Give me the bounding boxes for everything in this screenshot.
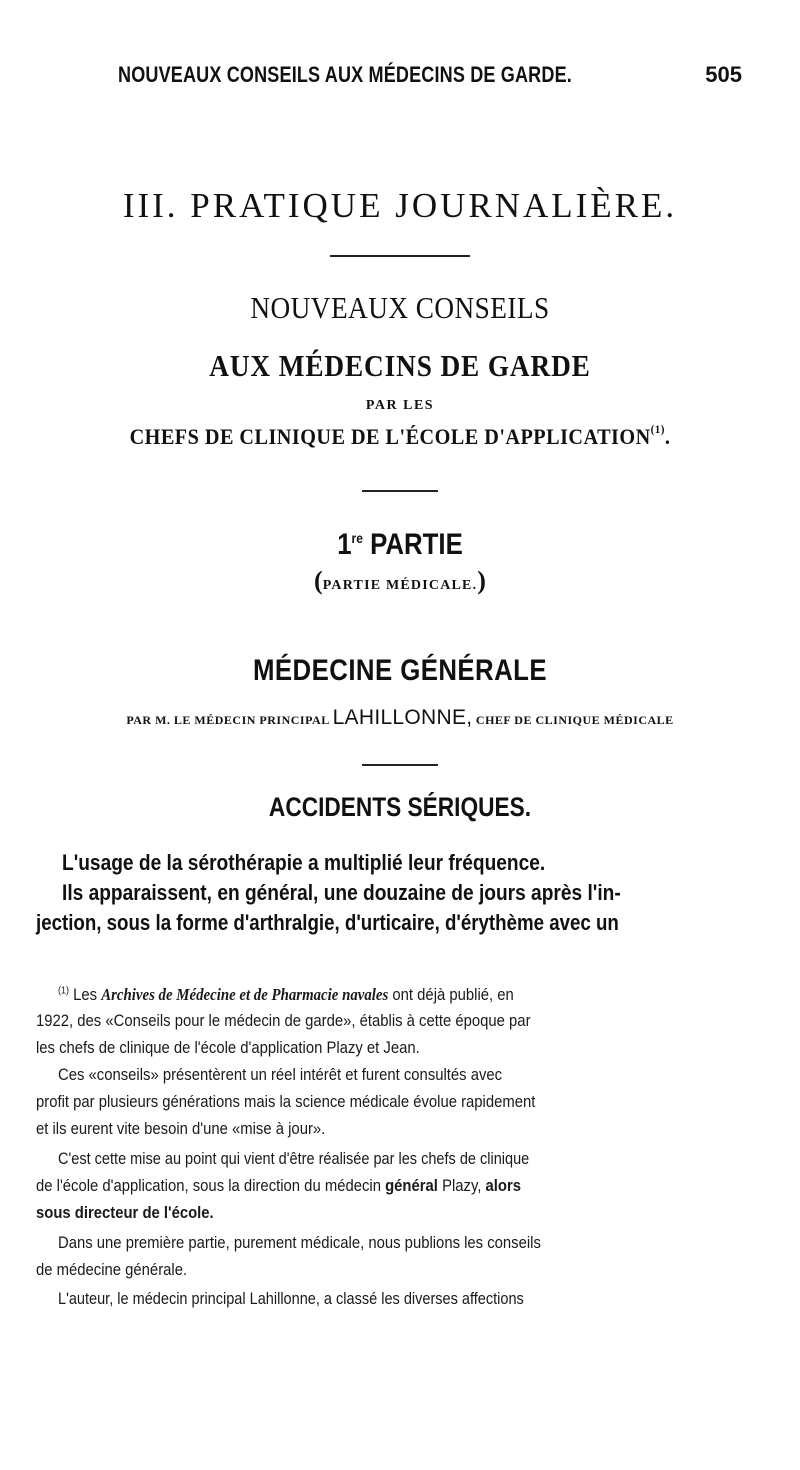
section-title: III. PRATIQUE JOURNALIÈRE. [122,186,678,225]
body-line: jection, sous la forme d'arthralgie, d'urticaire, d'érythème avec un [36,910,619,935]
footnote-line [36,1177,521,1196]
running-title: NOUVEAUX CONSEILS AUX MÉDECINS DE GARDE. [118,62,572,87]
footnote-ref: (1) [650,422,665,436]
part-ordinal: re [351,530,363,546]
footnote-text: alors [485,1177,522,1195]
footnote-line [36,1204,214,1223]
footnote-line: Dans une première partie, purement médicale, nous publions les conseils [58,1234,541,1252]
part-subtitle: (PARTIE MÉDICALE.) [314,566,486,595]
running-header [118,62,635,88]
footnote-text: sous directeur de l'école. [36,1204,214,1222]
article-title-line1: NOUVEAUX CONSEILS [250,290,550,325]
subsection-title: ACCIDENTS SÉRIQUES. [268,792,532,822]
body-line: L'usage de la sérothérapie a multiplié leur fréquence. [62,850,546,875]
footnote-line: de médecine générale. [36,1261,188,1279]
by-label: PAR LES [365,398,435,413]
footnote-line [58,985,514,1005]
footnote-line: L'auteur, le médecin principal Lahillonne, a classé les diverses affections [58,1290,524,1308]
byline-name: LAHILLONNE, [332,706,473,729]
footnote-text: de l'école d'application, sous la direction du médecin [36,1177,381,1195]
footnote-line: et ils eurent vite besoin d'une «mise à jour». [36,1120,326,1138]
journal-name: Archives de Médecine et de Pharmacie navales [101,985,389,1004]
footnote-text: Plazy, [442,1177,482,1195]
byline-prefix: PAR M. LE MÉDECIN PRINCIPAL [126,713,330,727]
footnote-marker: (1) [58,985,70,997]
authors-text: CHEFS DE CLINIQUE DE L'ÉCOLE D'APPLICATION [129,424,651,449]
footnote-line: 1922, des «Conseils pour le médecin de garde», établis à cette époque par [36,1012,531,1030]
part-subtitle-text: PARTIE MÉDICALE. [322,578,478,593]
footnote-line: les chefs de clinique de l'école d'application Plazy et Jean. [36,1039,420,1057]
footnote-line: C'est cette mise au point qui vient d'être réalisée par les chefs de clinique [58,1150,530,1168]
chapter-title: MÉDECINE GÉNÉRALE [252,654,548,687]
authors-line: CHEFS DE CLINIQUE DE L'ÉCOLE D'APPLICATION$^{(1)}$. [129,422,671,449]
byline [0,706,800,730]
footnote-text: général [385,1177,438,1195]
divider-1 [330,255,470,257]
part-word: PARTIE [370,528,463,561]
part-heading [56,528,744,562]
footnote-line: Ces «conseils» présentèrent un réel intérêt et furent consultés avec [58,1066,503,1084]
divider-3 [362,764,438,766]
article-title-line2: AUX MÉDECINS DE GARDE [209,348,591,383]
page-number: 505 [705,62,742,87]
body-line: Ils apparaissent, en général, une douzaine de jours après l'in- [62,880,621,905]
footnote-text: ont déjà publié, en [392,986,514,1004]
part-number: 1 [337,528,352,561]
footnote-line: profit par plusieurs générations mais la science médicale évolue rapidement [36,1093,536,1111]
byline-suffix: CHEF DE CLINIQUE MÉDICALE [475,713,674,727]
footnote-text: Les [73,986,98,1004]
divider-2 [362,490,438,492]
